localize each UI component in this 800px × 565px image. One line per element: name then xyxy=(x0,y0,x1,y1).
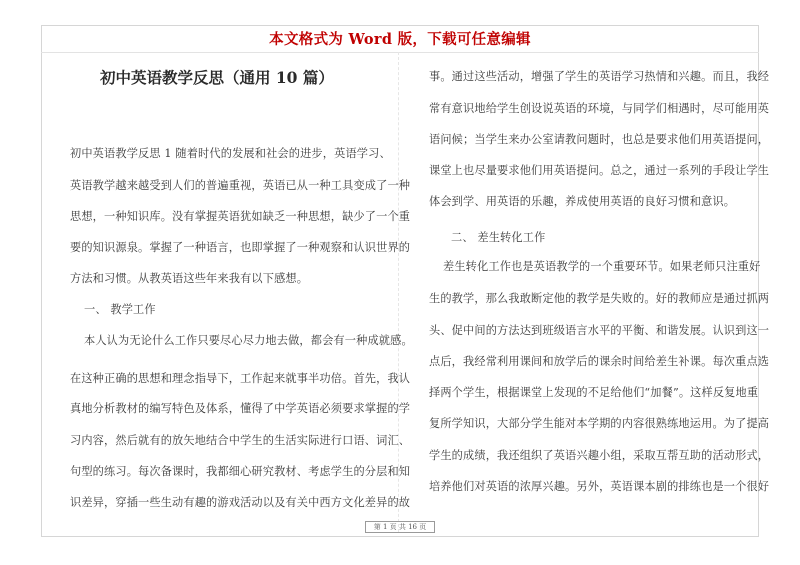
text-line: 在这种正确的思想和理念指导下，工作起来就事半功倍。首先，我认 xyxy=(70,372,411,385)
text-line: 点后，我经常利用课间和放学后的课余时间给差生补课。每次重点选 xyxy=(429,355,770,368)
text-line: 头、促中间的方法达到班级语言水平的平衡、和谐发展。认识到这一 xyxy=(429,324,770,337)
text-line: 真地分析教材的编写特色及体系，懂得了中学英语必须要求掌握的学 xyxy=(70,402,411,415)
text-line: 本人认为无论什么工作只要尽心尽力地去做，都会有一种成就感。 xyxy=(84,334,413,347)
text-line: 习内容，然后就有的放矢地结合中学生的生活实际进行口语、词汇、 xyxy=(70,434,411,447)
text-line: 事。通过这些活动，增强了学生的英语学习热情和兴趣。而且，我经 xyxy=(429,70,770,83)
text-line: 常有意识地给学生创设说英语的环境，与同学们相遇时，尽可能用英 xyxy=(429,102,770,115)
text-line: 句型的练习。每次备课时，我都细心研究教材、考虑学生的分层和知 xyxy=(70,465,411,478)
text-line: 要的知识源泉。掌握了一种语言，也即掌握了一种观察和认识世界的 xyxy=(70,241,411,254)
text-line: 初中英语教学反思 1 随着时代的发展和社会的进步，英语学习、 xyxy=(70,147,391,160)
download-banner: 本文格式为 Word 版，下载可任意编辑 xyxy=(269,31,531,48)
text-line: 课堂上也尽量要求他们用英语提问。总之，通过一系列的手段让学生 xyxy=(429,164,770,177)
text-line: 生的教学，那么我敢断定他的教学是失败的。好的教师应是通过抓两 xyxy=(429,292,770,305)
page-number: 第 1 页 共 16 页 xyxy=(365,521,435,533)
document-title: 初中英语教学反思（通用 10 篇） xyxy=(100,68,334,87)
text-line: 英语教学越来越受到人们的普遍重视，英语已从一种工具变成了一种 xyxy=(70,179,411,192)
column-divider xyxy=(398,52,399,532)
banner-divider xyxy=(41,52,759,53)
text-line: 二、 差生转化工作 xyxy=(451,231,546,244)
text-line: 培养他们对英语的浓厚兴趣。另外，英语课本剧的排练也是一个很好 xyxy=(429,480,770,493)
text-line: 语问候；当学生来办公室请教问题时，也总是要求他们用英语提问， xyxy=(429,133,770,146)
text-line: 择两个学生，根据课堂上发现的不足给他们“加餐”。这样反复地重 xyxy=(429,386,759,399)
text-line: 复所学知识，大部分学生能对本学期的内容很熟练地运用。为了提高 xyxy=(429,417,770,430)
text-line: 方法和习惯。从教英语这些年来我有以下感想。 xyxy=(70,272,309,285)
text-line: 一、 教学工作 xyxy=(84,303,156,316)
text-line: 思想，一种知识库。没有掌握英语犹如缺乏一种思想，缺少了一个重 xyxy=(70,210,411,223)
text-line: 差生转化工作也是英语教学的一个重要环节。如果老师只注重好 xyxy=(443,260,761,273)
text-line: 识差异，穿插一些生动有趣的游戏活动以及有关中西方文化差异的故 xyxy=(70,496,411,509)
text-line: 体会到学、用英语的乐趣，养成使用英语的良好习惯和意识。 xyxy=(429,195,736,208)
text-line: 学生的成绩，我还组织了英语兴趣小组，采取互帮互助的活动形式， xyxy=(429,449,770,462)
